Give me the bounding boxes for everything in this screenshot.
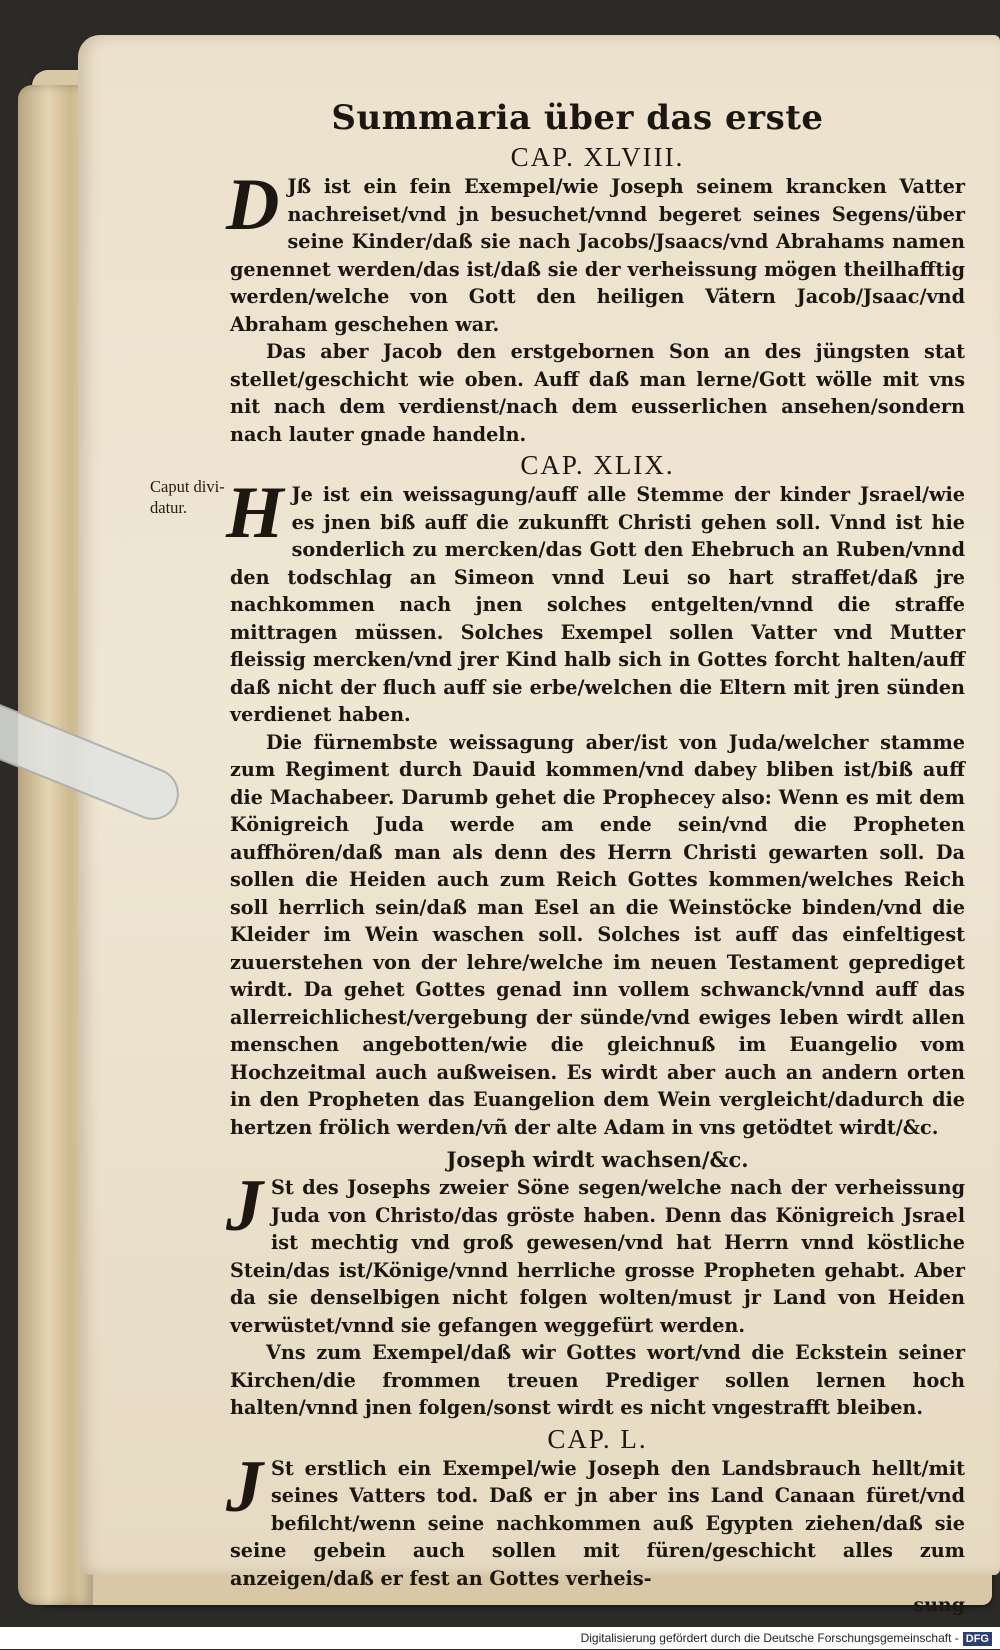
paragraph: [226, 472, 965, 729]
drop-initial: J: [226, 1165, 263, 1247]
drop-initial: J: [226, 1445, 263, 1528]
footer-text: Digitalisierung gefördert durch die Deutsche Forschungsgemeinschaft -: [580, 1631, 959, 1645]
drop-initial: D: [226, 164, 280, 246]
paragraph: Das aber Jacob den erstgebornen Son an des jüngsten stat stellet/geschicht wie oben. Auff daß man lerne/Gott wölle mit vns nit nach dem verdienst/nach dem eusserlichen ansehen/sondern nach lauter gnade handeln.: [230, 340, 965, 446]
chapter-heading: CAP. L.: [547, 1423, 648, 1454]
subheading: Joseph wirdt wachsen/&c.: [446, 1147, 749, 1172]
paragraph-text: Je ist ein weissagung/auff alle Stemme der kinder Jsrael/wie es jnen biß auff die zukunfft Christi gehen soll. Vnnd ist hie sonderlich zu mercken/das Gott den Ehebruch an Ruben/vnnd den todschlag an Simeon vnnd Leui so hart straffet/daß jre nachkommen nach jnen solches entgelten/vnnd die straffe mittragen müssen. Solches Exempel sollen Vatter vnd Mutter fleissig mercken/vnd jrer Kind halb sich in Gottes forcht halten/auff daß nicht der fluch auff sie erbe/welchen die Eltern mit jren sünden verdienet haben.: [230, 483, 965, 726]
paragraph: [226, 164, 965, 338]
drop-initial: H: [226, 472, 284, 554]
chapter-heading: CAP. XLVIII.: [510, 142, 685, 172]
catchword: sung: [913, 1594, 965, 1616]
dfg-logo: DFG: [963, 1632, 992, 1646]
paragraph-text: St des Josephs zweier Söne segen/welche nach der verheissung Juda von Christo/das gröste haben. Denn das Königreich Jsrael ist mechtig vnd groß gewesen/vnd hat Herrn vnnd köstliche Stein/das ist/Könige/vnnd herrliche grosse Propheten gehabt. Aber da sie denselbigen nicht folgen wolten/must jr Land von Heiden verwüstet/vnnd sie gefangen weggefürt werden.: [230, 1176, 965, 1337]
marginal-note-line: datur.: [150, 498, 188, 517]
paragraph-text: St erstlich ein Exempel/wie Joseph den Landsbrauch hellt/mit seines Vatters tod. Daß er jn aber ins Land Canaan füret/vnd befilcht/wenn seine nachkommen auß Egypten ziehen/daß sie seine gebein auch sollen mit füren/geschicht alles zum anzeigen/daß er fest an Gottes verheis-: [230, 1456, 965, 1590]
paragraph-text: Jß ist ein fein Exempel/wie Joseph seinem krancken Vatter nachreiset/vnd jn besuchet/vnnd begeret seines Segens/über seine Kinder/daß sie nach Jacobs/Jsaacs/vnd Abrahams namen genennet werden/das ist/daß sie der verheissung mögen theilhafftig werden/welche von Gott den heiligen Vätern Jacob/Jsaac/vnd Abraham geschehen war.: [230, 175, 965, 336]
paragraph: Vns zum Exempel/daß wir Gottes wort/vnd die Eckstein seiner Kirchen/die frommen treuen Prediger sollen lernen hoch halten/vnnd jnen folgen/sonst wirdt es nicht vngestrafft bleiben.: [230, 1341, 965, 1419]
marginal-note: [150, 476, 225, 518]
paragraph: Die fürnembste weissagung aber/ist von Juda/welcher stamme zum Regiment durch Dauid kommen/vnd dabey bliben ist/biß auff die Machabeer. Darumb gehet die Prophecey also: Wenn es mit dem Königreich Juda werde am ende sein/vnd die Propheten auffhören/daß man als denn des Herrn Christi gewarten soll. Da sollen die Heiden auch zum Reich Gottes kommen/welches Reich soll herrlich sein/daß man Esel an die Weinstöcke binden/vnd die Kleider im Wein waschen soll. Solches ist auff das einfeltigest zuuerstehen von der lehre/welche im neuen Testament geprediget wirdt. Da gehet Gottes genad inn vollem schwanck/vnnd auff das allerreichlichest/vergebung der sünde/vnd ewiges leben wirdt allen menschen angebotten/wie die gleichnuß im Euangelio vom Hochzeitmal auch außweisen. Es wirdt aber auch an andern orten in den Propheten das Euangelion dem Wein vergleicht/dadurch die hertzen frölich werden/vñ der alte Adam in vns getödtet wirdt/&c.: [230, 730, 965, 1139]
marginal-note-line: Caput divi-: [150, 477, 225, 496]
paragraph: [226, 1445, 965, 1593]
page-heading: Summaria über das erste: [331, 98, 824, 138]
digitization-footer: [0, 1627, 1000, 1649]
page-content: [226, 98, 965, 1616]
paragraph: [226, 1165, 965, 1339]
chapter-heading: CAP. XLIX.: [520, 450, 675, 480]
